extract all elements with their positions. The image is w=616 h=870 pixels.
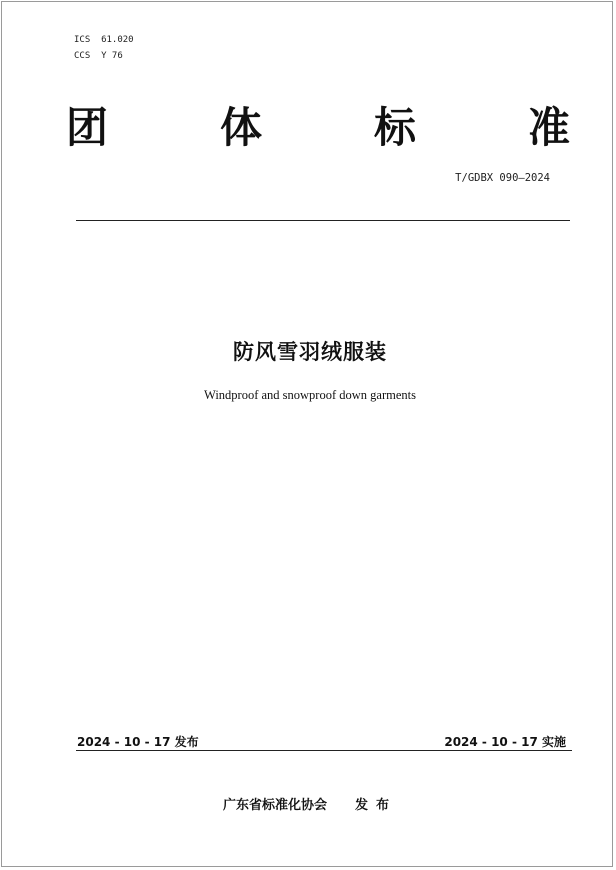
release-date: 2024 - 10 - 17 发布 — [77, 735, 199, 749]
publisher-name: 广东省标准化协会 — [222, 798, 327, 813]
standard-type-char: 准 — [527, 103, 570, 152]
document-page — [1, 1, 613, 867]
ics-code: ICS 61.020 — [74, 35, 134, 45]
standard-type-char: 体 — [219, 103, 262, 152]
bottom-divider — [76, 750, 572, 751]
standard-number: T/GDBX 090—2024 — [455, 172, 550, 184]
publisher-line — [2, 794, 616, 813]
standard-type-char: 团 — [66, 103, 109, 152]
publish-action: 发布 — [355, 798, 398, 813]
implementation-date: 2024 - 10 - 17 实施 — [444, 735, 566, 749]
top-divider — [76, 220, 570, 221]
standard-type-char: 标 — [373, 103, 416, 152]
document-title-en: Windproof and snowproof down garments — [204, 388, 416, 402]
document-title-cn: 防风雪羽绒服装 — [233, 340, 387, 364]
classification-codes — [74, 32, 134, 64]
standard-type-heading — [66, 100, 570, 156]
ccs-code: CCS Y 76 — [74, 51, 123, 61]
